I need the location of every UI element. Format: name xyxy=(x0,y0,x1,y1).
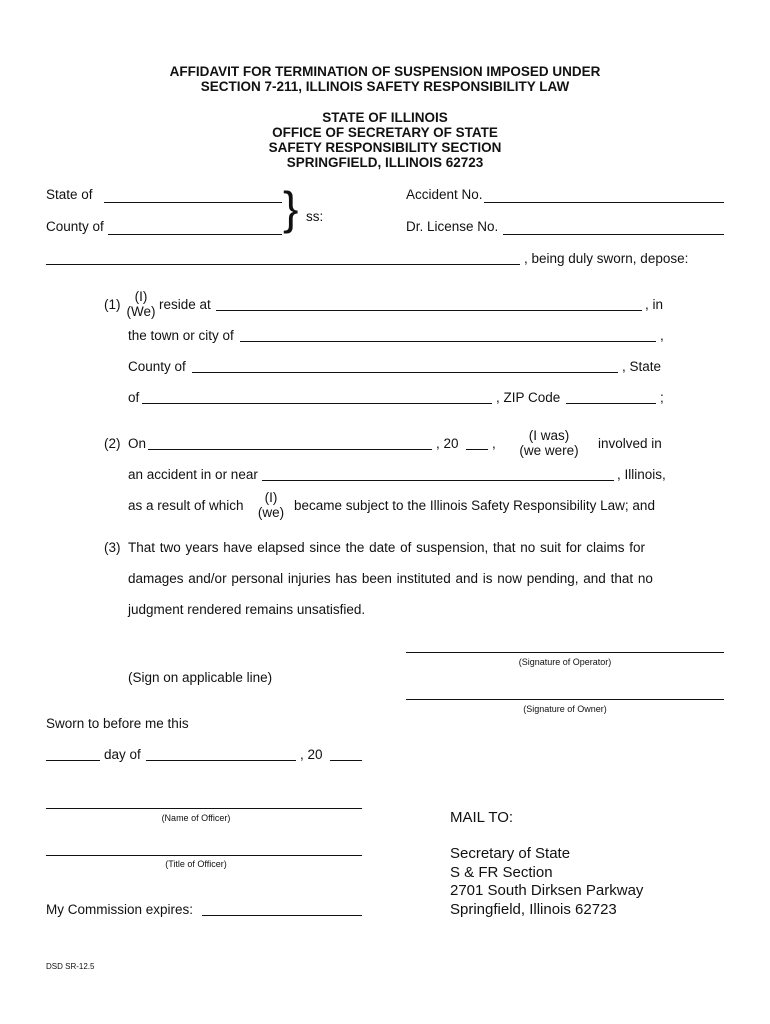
state2-label: , State xyxy=(622,359,662,374)
county2-label: County of xyxy=(128,359,186,374)
accident-year-field[interactable] xyxy=(466,449,488,450)
state-label: State of xyxy=(46,187,93,202)
was-i: (I was) xyxy=(528,428,570,443)
reside-label: reside at xyxy=(159,297,211,312)
state2-field[interactable] xyxy=(142,403,492,404)
para2-was xyxy=(512,428,586,458)
license-no-label: Dr. License No. xyxy=(406,219,499,234)
subject-text: became subject to the Illinois Safety Responsibility Law; and xyxy=(294,498,655,513)
owner-signature-line[interactable] xyxy=(406,699,724,700)
para3-line1: That two years have elapsed since the date of suspension, that no suit for claims for xyxy=(128,540,646,555)
notary-month-field[interactable] xyxy=(146,760,296,761)
operator-signature-line[interactable] xyxy=(406,652,724,653)
notary-year-field[interactable] xyxy=(330,760,362,761)
accident-date-field[interactable] xyxy=(148,449,432,450)
involved-label: involved in xyxy=(598,436,662,451)
officer-name-caption: (Name of Officer) xyxy=(161,813,231,823)
zip-semicolon: ; xyxy=(660,390,664,405)
para2-pronoun xyxy=(254,490,288,520)
zip-label: , ZIP Code xyxy=(496,390,561,405)
pronoun-we: (We) xyxy=(126,304,156,319)
county-label: County of xyxy=(46,219,104,234)
sworn-before-label: Sworn to before me this xyxy=(46,716,189,731)
form-title-line2: SECTION 7-211, ILLINOIS SAFETY RESPONSIBILITY LAW xyxy=(200,79,570,94)
mail-line1: Secretary of State xyxy=(450,845,571,862)
town-label: the town or city of xyxy=(128,328,234,343)
zip-field[interactable] xyxy=(566,403,656,404)
pronoun-i: (I) xyxy=(134,289,148,304)
ss-label: ss: xyxy=(306,209,324,224)
mail-line4: Springfield, Illinois 62723 xyxy=(450,901,617,918)
officer-title-caption: (Title of Officer) xyxy=(165,859,227,869)
notary-day-field[interactable] xyxy=(46,760,100,761)
para3-line3: judgment rendered remains unsatisfied. xyxy=(128,602,366,617)
officer-title-line[interactable] xyxy=(46,855,362,856)
year-comma: , xyxy=(492,436,496,451)
year-label: , 20 xyxy=(436,436,459,451)
commission-field[interactable] xyxy=(202,915,362,916)
county-field[interactable] xyxy=(108,234,282,235)
brace-icon: } xyxy=(283,182,299,234)
form-number: DSD SR-12.5 xyxy=(46,962,95,971)
state-field[interactable] xyxy=(104,202,282,203)
illinois-label: , Illinois, xyxy=(617,467,666,482)
town-field[interactable] xyxy=(240,341,656,342)
sworn-depose-label: , being duly sworn, depose: xyxy=(524,251,689,266)
town-comma: , xyxy=(660,328,664,343)
county2-field[interactable] xyxy=(192,372,618,373)
mail-to-heading: MAIL TO: xyxy=(450,809,514,826)
para1-number: (1) xyxy=(104,297,121,312)
para2-number: (2) xyxy=(104,436,121,451)
result-label: as a result of which xyxy=(128,498,244,513)
para1-pronoun xyxy=(126,289,156,319)
officer-name-line[interactable] xyxy=(46,808,362,809)
affiant-name-field[interactable] xyxy=(46,264,520,265)
commission-label: My Commission expires: xyxy=(46,902,194,917)
agency-line2: OFFICE OF SECRETARY OF STATE xyxy=(272,125,498,140)
mail-line3: 2701 South Dirksen Parkway xyxy=(450,882,644,899)
agency-line3: SAFETY RESPONSIBILITY SECTION xyxy=(268,140,502,155)
owner-signature-caption: (Signature of Owner) xyxy=(523,704,607,714)
pronoun2-i: (I) xyxy=(264,490,278,505)
license-no-field[interactable] xyxy=(503,234,724,235)
of-label: of xyxy=(128,390,140,405)
pronoun2-we: (we) xyxy=(257,505,285,520)
para3-number: (3) xyxy=(104,540,121,555)
agency-line1: STATE OF ILLINOIS xyxy=(322,110,448,125)
on-label: On xyxy=(128,436,147,451)
agency-line4: SPRINGFIELD, ILLINOIS 62723 xyxy=(286,155,484,170)
address-field[interactable] xyxy=(216,310,642,311)
mail-line2: S & FR Section xyxy=(450,864,553,881)
sign-instruction: (Sign on applicable line) xyxy=(128,670,273,685)
was-we: (we were) xyxy=(519,443,579,458)
form-title-line1: AFFIDAVIT FOR TERMINATION OF SUSPENSION IMPOSED UNDER xyxy=(169,64,601,79)
day-of-label: day of xyxy=(104,747,141,762)
notary-year-label: , 20 xyxy=(300,747,323,762)
accident-location-field[interactable] xyxy=(262,480,614,481)
para3-line2: damages and/or personal injuries has been instituted and is now pending, and that no xyxy=(128,571,653,586)
in-label: , in xyxy=(645,297,664,312)
accident-no-field[interactable] xyxy=(484,202,724,203)
accident-near-label: an accident in or near xyxy=(128,467,258,482)
accident-no-label: Accident No. xyxy=(406,187,483,202)
operator-signature-caption: (Signature of Operator) xyxy=(518,657,612,667)
